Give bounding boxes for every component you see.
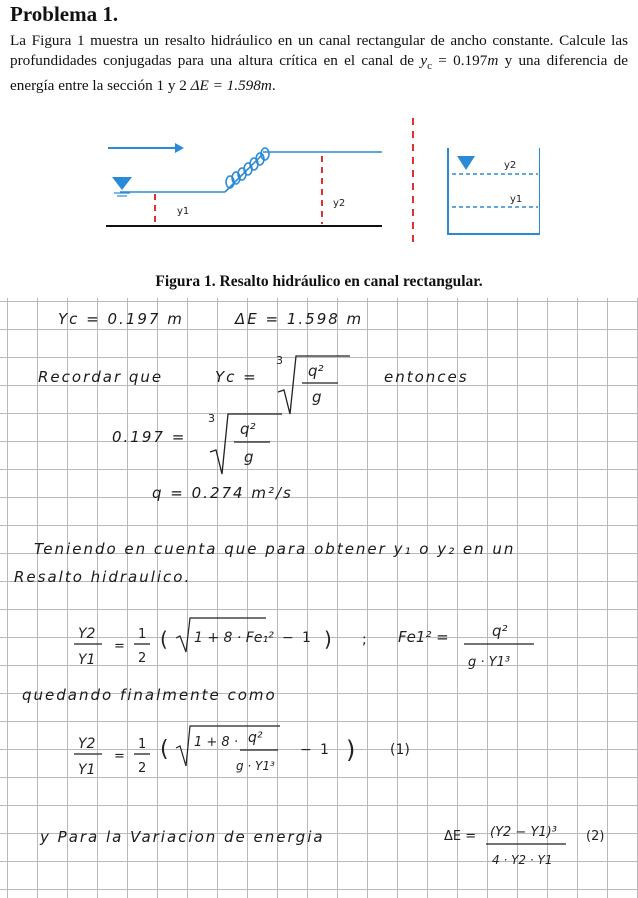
note-yc-lhs: Yc =	[215, 368, 258, 386]
jump-roller-icon	[226, 148, 269, 188]
figure-caption-text: Figura 1. Resalto hidráulico en canal rectangular.	[155, 273, 483, 290]
svg-text:−: −	[300, 742, 312, 758]
problem-title: Problema 1.	[10, 2, 119, 26]
yc-subscript: c	[427, 60, 432, 73]
ratio-num: Y2	[78, 626, 96, 642]
svg-text:(: (	[160, 627, 168, 651]
energy-loss-equation-2	[440, 810, 630, 876]
problem-text	[10, 31, 628, 96]
delta-e-expression: ΔE = 1.598	[190, 77, 261, 95]
svg-text:): )	[324, 627, 332, 651]
belanger-equation-1	[20, 716, 580, 790]
svg-text:3: 3	[276, 354, 283, 367]
eq2-num: (Y2 − Y1)³	[490, 825, 557, 840]
tank-water-level-icon	[457, 156, 475, 170]
svg-text:=: =	[114, 639, 125, 654]
svg-text:1 + 8 ·: 1 + 8 ·	[194, 735, 238, 750]
half-den: 2	[138, 651, 147, 666]
problem-statement	[0, 0, 638, 298]
half-num: 1	[138, 627, 147, 642]
eq2-lhs: ΔE =	[444, 829, 477, 844]
yc-symbol: y	[420, 52, 428, 69]
yc-cube-root-formula	[272, 350, 352, 420]
eq1-g-y13: g · Y1³	[236, 759, 275, 773]
problem-text-part2: y una diferencia de energía entre la sección 1 y 2	[10, 52, 628, 95]
svg-text:3: 3	[208, 412, 215, 425]
eq2-tag: (2)	[586, 829, 605, 844]
yc-g: g	[312, 388, 322, 406]
eq1-ratio-den: Y1	[78, 762, 96, 778]
note-q-result: q = 0.274 m²/s	[152, 484, 293, 502]
note-quedando: quedando finalmente como	[22, 686, 277, 704]
eq2-den: 4 · Y2 · Y1	[492, 853, 553, 867]
froude-den: g · Y1³	[468, 655, 511, 670]
tank-y2-label: y2	[504, 160, 517, 171]
hydraulic-jump-figure	[100, 112, 540, 252]
figure-caption	[0, 273, 638, 291]
eq1-half-den: 2	[138, 761, 147, 776]
note-substitution: 0.197 =	[112, 428, 187, 446]
svg-text:;: ;	[362, 632, 367, 648]
belanger-equation-fr	[20, 608, 580, 678]
svg-text:(: (	[160, 737, 169, 762]
froude-num: q²	[492, 622, 508, 640]
eq1-q2: q²	[248, 730, 263, 746]
sub-q-squared: q²	[240, 420, 256, 438]
svg-text:): )	[346, 736, 356, 764]
eq1-ratio-num: Y2	[78, 736, 96, 752]
eq1-one: 1	[320, 742, 329, 758]
flow-arrow-icon	[108, 143, 184, 153]
problem-text-end: .	[271, 77, 276, 95]
note-recordar: Recordar que	[38, 368, 164, 386]
note-resalto: Resalto hidraulico.	[14, 568, 192, 586]
svg-text:−: −	[282, 630, 294, 646]
eq-one: 1	[302, 630, 311, 646]
problem-text-part1: La Figura 1 muestra un resalto hidráulico en un canal rectangular de ancho constante. Calcule las profundidades conjugadas para una altura crítica en el canal de	[10, 32, 628, 69]
note-variacion: y Para la Variacion de energia	[40, 828, 325, 846]
note-delta-e-given: ΔE = 1.598 m	[235, 310, 364, 328]
sub-g: g	[244, 448, 254, 466]
note-entonces: entonces	[384, 368, 469, 386]
note-yc-given: Yc = 0.197 m	[58, 310, 184, 328]
substitution-cube-root	[204, 406, 284, 478]
y2-label: y2	[333, 198, 346, 209]
tank-y1-label: y1	[510, 194, 523, 205]
eq1-tag: (1)	[390, 742, 410, 758]
svg-text:=: =	[114, 749, 125, 764]
water-level-triangle-icon	[112, 177, 132, 196]
yc-unit: m	[487, 52, 499, 69]
eq1-half-num: 1	[138, 737, 147, 752]
froude-label: Fe1² =	[398, 628, 449, 646]
yc-value: = 0.197	[431, 52, 488, 69]
ratio-den: Y1	[78, 652, 96, 668]
y1-label: y1	[177, 206, 190, 217]
note-teniendo: Teniendo en cuenta que para obtener y₁ o y₂ en un	[34, 540, 516, 558]
svg-text:1 + 8 · Fe₁²: 1 + 8 · Fe₁²	[194, 630, 274, 646]
yc-q-squared: q²	[308, 362, 324, 380]
delta-e-unit: m	[260, 77, 272, 95]
handwritten-notes-sheet	[0, 298, 638, 898]
